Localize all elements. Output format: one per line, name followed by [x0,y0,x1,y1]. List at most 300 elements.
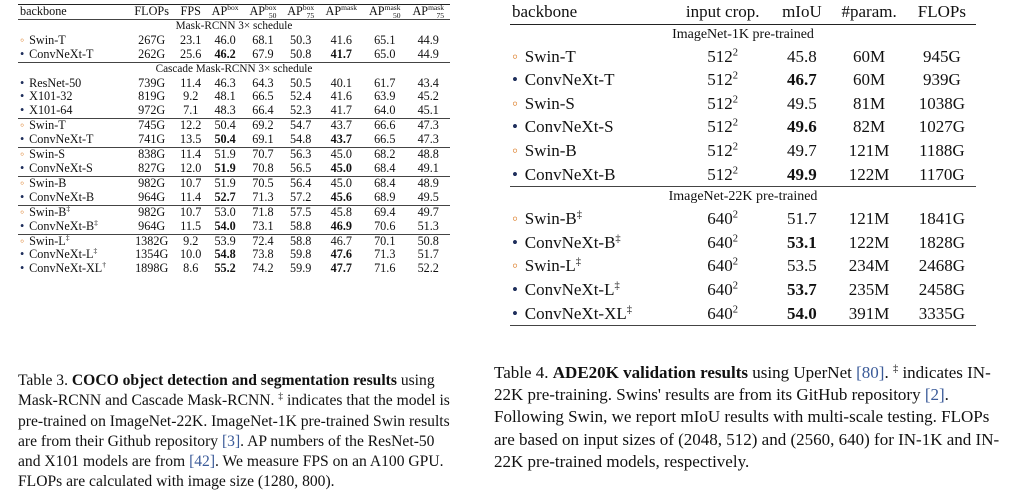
cell-value: 982G [138,204,166,219]
crop-cell [672,163,773,187]
backbone-cell [510,231,672,255]
crop-value: 512 [707,164,733,184]
pretrain-mark: ‡ [93,246,98,256]
ref-link-42[interactable]: [42] [189,453,216,471]
crop-exponent: 2 [732,141,739,153]
value-cell [206,104,244,118]
value-cell [320,148,363,162]
group-label: Cascade Mask-RCNN 3× schedule [155,62,313,75]
cell-value: 43.4 [417,75,439,90]
cell-value: 70.6 [374,218,396,233]
cell-value: 69.2 [252,118,274,133]
cell-value: 58.8 [290,218,312,233]
backbone-name: ConvNeXt-XL [29,261,103,276]
value-cell [363,77,406,91]
cell-value: 50.8 [417,233,439,248]
cell-value: 838G [138,147,166,162]
cell-value: 66.5 [252,89,274,104]
crop-exponent: 2 [732,94,739,106]
cell-value: 52.3 [290,103,312,118]
convnet-marker-icon [20,162,29,176]
value-cell [282,162,320,176]
value-cell [406,162,450,176]
value-cell [406,119,450,133]
value-cell [282,133,320,147]
miou-value: 49.7 [787,140,817,160]
flops-cell [908,254,976,278]
cell-value: 51.9 [214,147,236,162]
pretrain-mark: ‡ [66,203,71,213]
backbone-name: ConvNeXt-B [524,164,616,184]
param-value: 235M [848,279,890,299]
cell-value: 47.7 [330,261,352,276]
cell-value: 43.7 [330,132,352,147]
cell-value: 71.8 [252,204,274,219]
value-cell [244,248,282,262]
crop-value: 640 [707,279,733,299]
cell-value: 741G [138,132,166,147]
table-row [510,231,976,255]
crop-cell [672,207,773,231]
cell-value: 69.1 [252,132,274,147]
value-cell [363,90,406,104]
value-cell [282,248,320,262]
crop-value: 640 [707,303,733,323]
flops-value: 2468G [918,256,966,276]
value-cell [175,77,206,91]
cell-value: 51.7 [417,247,439,262]
value-cell [320,162,363,176]
flops-cell [908,207,976,231]
table-row [18,262,450,276]
miou-cell [773,45,830,69]
table-row [18,48,450,62]
cell-value: 47.3 [417,132,439,147]
backbone-cell [18,48,128,62]
value-cell [406,34,450,48]
cell-value: 46.2 [214,46,236,61]
pretrain-mark: ‡ [614,280,620,292]
value-cell [175,220,206,234]
group-label: ImageNet-1K pre-trained [672,26,814,42]
cell-value: 45.6 [330,189,352,204]
ref-link-80[interactable]: [80] [856,363,885,382]
backbone-cell [18,162,128,176]
value-cell [282,119,320,133]
backbone-cell [510,92,672,116]
transformer-marker-icon [512,254,525,278]
param-cell [830,68,907,92]
pretrain-mark: ‡ [626,303,632,315]
cell-value: 48.8 [417,147,439,162]
backbone-name: ConvNeXt-S [29,160,93,175]
cell-value: 68.9 [374,189,396,204]
cell-value: 71.3 [374,247,396,262]
value-cell [244,262,282,276]
value-cell [244,205,282,219]
value-cell [128,234,175,248]
backbone-cell [18,34,128,48]
param-cell [830,45,907,69]
cell-value: 49.1 [417,160,439,175]
value-cell [175,148,206,162]
crop-exponent: 2 [732,256,739,268]
flops-value: 1027G [918,117,966,137]
param-cell [830,278,907,302]
backbone-cell [18,119,128,133]
value-cell [320,205,363,219]
value-cell [244,90,282,104]
header-ap-mask-75: $AP^{mask}75$ [412,2,444,21]
value-cell [363,248,406,262]
cell-value: 46.0 [214,32,236,47]
value-cell [320,176,363,190]
transformer-marker-icon [20,34,29,48]
value-cell [175,176,206,190]
cell-value: 57.5 [290,204,312,219]
header-backbone: backbone [512,2,578,21]
cell-value: 13.5 [180,132,202,147]
cell-value: 51.9 [214,160,236,175]
table-4 [510,0,976,326]
table-row [18,90,450,104]
value-cell [128,148,175,162]
value-cell [406,234,450,248]
miou-value: 45.8 [787,46,817,66]
backbone-name: Swin-L [29,233,66,248]
cell-value: 53.0 [214,204,236,219]
value-cell [363,104,406,118]
value-cell [206,90,244,104]
cell-value: 59.8 [290,247,312,262]
cell-value: 47.6 [330,247,352,262]
convnet-marker-icon [512,231,525,255]
value-cell [320,262,363,276]
value-cell [406,262,450,276]
value-cell [128,104,175,118]
convnet-marker-icon [512,68,525,92]
value-cell [175,133,206,147]
value-cell [363,220,406,234]
value-cell [244,191,282,205]
cell-value: 72.4 [252,233,274,248]
flops-value: 2458G [918,279,966,299]
header-backbone: backbone [20,4,67,18]
value-cell [363,176,406,190]
value-cell [320,90,363,104]
value-cell [320,234,363,248]
value-cell [128,248,175,262]
cell-value: 41.7 [330,46,352,61]
value-cell [175,119,206,133]
crop-cell [672,139,773,163]
backbone-cell [18,191,128,205]
value-cell [363,191,406,205]
bottom-rule [510,326,976,327]
crop-cell [672,115,773,139]
backbone-name: Swin-B [524,209,577,229]
crop-exponent: 2 [732,117,739,129]
value-cell [244,133,282,147]
header-input-crop: input crop. [685,2,760,21]
cell-value: 67.9 [252,46,274,61]
cell-value: 65.0 [374,46,396,61]
cell-value: 1382G [135,233,169,248]
cell-value: 12.0 [180,160,202,175]
header-ap-box: $AP^{box}$ [211,2,239,18]
cell-value: 53.9 [214,233,236,248]
value-cell [244,234,282,248]
value-cell [206,220,244,234]
backbone-cell [510,68,672,92]
table-row [18,148,450,162]
cell-value: 48.3 [214,103,236,118]
pretrain-mark: † [102,260,107,270]
crop-value: 512 [707,46,733,66]
table-row [18,220,450,234]
miou-cell [773,302,830,326]
crop-cell [672,45,773,69]
flops-cell [908,231,976,255]
cell-value: 61.7 [374,75,396,90]
value-cell [406,176,450,190]
pretrain-mark: ‡ [94,217,98,227]
miou-value: 46.7 [787,70,817,90]
miou-cell [773,68,830,92]
ref-link-3[interactable]: [3] [221,432,241,450]
value-cell [128,176,175,190]
cell-value: 64.3 [252,75,274,90]
cell-value: 65.1 [374,32,396,47]
table-row [510,254,976,278]
value-cell [320,48,363,62]
convnet-marker-icon [512,302,525,326]
cell-value: 66.6 [374,118,396,133]
backbone-name: ConvNeXt-L [29,247,94,262]
value-cell [282,104,320,118]
crop-cell [672,254,773,278]
value-cell [282,234,320,248]
crop-value: 640 [707,256,733,276]
cell-value: 11.4 [180,189,202,204]
flops-cell [908,92,976,116]
table-3-body [18,19,450,276]
cell-value: 982G [138,175,166,190]
crop-exponent: 2 [732,164,739,176]
backbone-cell [18,262,128,276]
cell-value: 56.3 [290,147,312,162]
value-cell [282,220,320,234]
param-value: 81M [853,93,886,113]
backbone-name: Swin-T [29,32,66,47]
cell-value: 56.5 [290,160,312,175]
backbone-name: X101-64 [29,103,73,118]
param-cell [830,163,907,187]
cell-value: 41.7 [330,103,352,118]
header-fps: FPS [180,4,201,18]
transformer-marker-icon [20,177,29,191]
value-cell [406,205,450,219]
cell-value: 54.8 [214,247,236,262]
cell-value: 7.1 [183,103,199,118]
table-row [18,119,450,133]
value-cell [175,248,206,262]
convnet-marker-icon [20,262,29,276]
miou-cell [773,115,830,139]
value-cell [363,34,406,48]
header-ap-mask-50: $AP^{mask}50$ [368,2,401,21]
table-3 [18,4,450,276]
table-row [510,115,976,139]
value-cell [128,191,175,205]
cell-value: 25.6 [180,46,202,61]
cell-value: 46.3 [214,75,236,90]
backbone-cell [18,148,128,162]
cell-value: 64.0 [374,103,396,118]
backbone-name: X101-32 [29,89,73,104]
pretrain-mark: ‡ [575,256,582,268]
cell-value: 10.0 [180,247,202,262]
convnet-marker-icon [20,133,29,147]
value-cell [244,176,282,190]
crop-value: 640 [707,232,733,252]
convnet-marker-icon [20,90,29,104]
cell-value: 45.0 [330,147,352,162]
cell-value: 68.1 [252,32,274,47]
transformer-marker-icon [512,207,525,231]
table-row [510,163,976,187]
value-cell [175,48,206,62]
value-cell [282,262,320,276]
value-cell [206,133,244,147]
table-row [18,34,450,48]
cell-value: 11.4 [180,75,202,90]
backbone-cell [510,115,672,139]
value-cell [320,220,363,234]
ref-link-2[interactable]: [2] [924,385,945,405]
cell-value: 66.5 [374,132,396,147]
cell-value: 48.1 [214,89,236,104]
backbone-cell [510,302,672,326]
cell-value: 9.2 [183,89,199,104]
backbone-cell [510,163,672,187]
param-cell [830,231,907,255]
param-value: 60M [853,70,886,90]
value-cell [282,34,320,48]
crop-exponent: 2 [732,70,739,82]
backbone-name: ConvNeXt-T [524,70,615,90]
table-row [510,68,976,92]
param-value: 391M [848,303,890,323]
flops-cell [908,45,976,69]
cell-value: 68.4 [374,160,396,175]
cell-value: 51.3 [417,218,439,233]
cell-value: 972G [138,103,166,118]
value-cell [363,234,406,248]
value-cell [363,119,406,133]
param-cell [830,115,907,139]
cell-value: 41.6 [330,32,352,47]
transformer-marker-icon [20,235,29,249]
table-row [510,139,976,163]
backbone-name: Swin-S [29,147,66,162]
pretrain-mark: ‡ [615,233,621,245]
value-cell [406,104,450,118]
cell-value: 57.2 [290,189,312,204]
header-ap-box-50: $AP^{box}50$ [249,2,277,21]
cell-value: 11.5 [180,218,202,233]
flops-value: 945G [923,46,961,66]
value-cell [175,104,206,118]
crop-exponent: 2 [732,209,739,221]
group-header-row [18,19,450,33]
cell-value: 71.3 [252,189,274,204]
param-value: 122M [848,164,890,184]
convnet-marker-icon [20,220,29,234]
cell-value: 69.4 [374,204,396,219]
value-cell [320,248,363,262]
crop-cell [672,68,773,92]
value-cell [128,119,175,133]
backbone-cell [18,217,128,234]
backbone-cell [18,90,128,104]
crop-exponent: 2 [732,46,739,58]
backbone-name: ResNet-50 [29,75,82,90]
backbone-name: Swin-L [524,256,576,276]
cell-value: 23.1 [180,32,202,47]
param-cell [830,139,907,163]
convnet-marker-icon [20,191,29,205]
value-cell [206,262,244,276]
cell-value: 10.7 [180,175,202,190]
convnet-marker-icon [20,248,29,262]
table-row [510,207,976,231]
transformer-marker-icon [512,139,525,163]
value-cell [406,48,450,62]
value-cell [244,104,282,118]
header-ap-box-75: $AP^{box}75$ [287,2,315,21]
value-cell [320,34,363,48]
cell-value: 45.1 [417,103,439,118]
cell-value: 56.4 [290,175,312,190]
transformer-marker-icon [512,45,525,69]
convnet-marker-icon [512,278,525,302]
value-cell [363,148,406,162]
cell-value: 70.5 [252,175,274,190]
value-cell [320,191,363,205]
backbone-name: ConvNeXt-XL [524,303,627,323]
value-cell [128,77,175,91]
flops-cell [908,139,976,163]
cell-value: 12.2 [180,118,202,133]
table-3-header-row [18,5,450,20]
value-cell [206,148,244,162]
value-cell [320,119,363,133]
table-row [510,278,976,302]
value-cell [128,48,175,62]
cell-value: 745G [138,118,166,133]
cell-value: 40.1 [330,75,352,90]
backbone-name: ConvNeXt-T [29,132,94,147]
cell-value: 54.8 [290,132,312,147]
convnet-marker-icon [20,48,29,62]
value-cell [406,220,450,234]
value-cell [282,77,320,91]
flops-cell [908,163,976,187]
miou-value: 49.9 [787,164,817,184]
miou-cell [773,278,830,302]
table-row [18,77,450,91]
